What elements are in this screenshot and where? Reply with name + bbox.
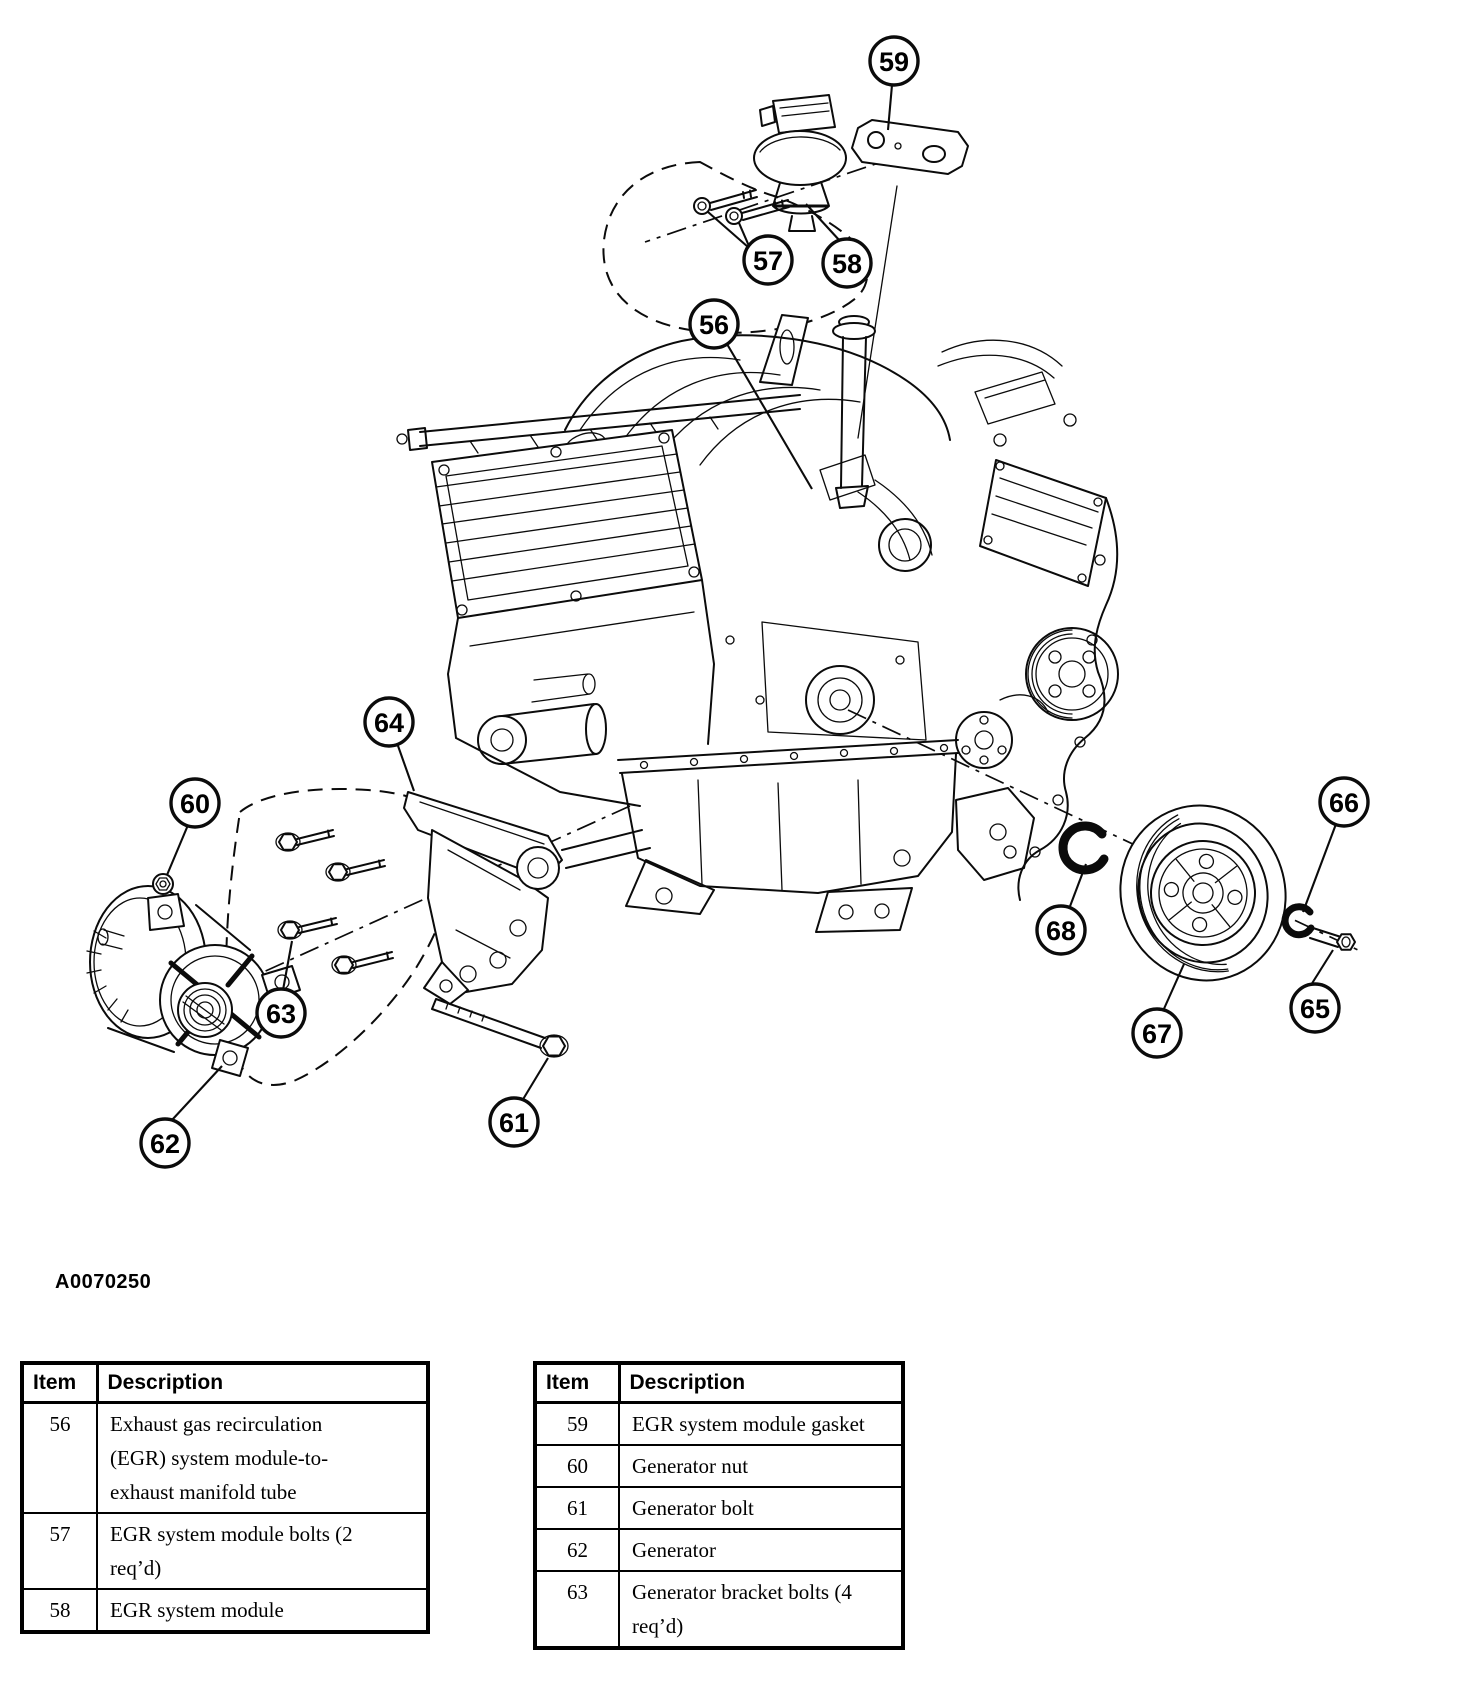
item-number: 57 — [22, 1513, 97, 1589]
callout-number: 58 — [831, 249, 863, 279]
table-header-row — [535, 1363, 903, 1403]
callout-66 — [1303, 778, 1368, 912]
item-description: Generator bracket bolts (4 req’d) — [619, 1571, 903, 1648]
callout-61 — [490, 1058, 548, 1146]
callout-number: 65 — [1299, 994, 1331, 1024]
generator-bracket-bolts-drawing — [276, 830, 393, 974]
washer-68-drawing — [1063, 826, 1104, 870]
table-row — [535, 1487, 903, 1529]
egr-gasket-drawing — [852, 120, 968, 174]
bolt-dot — [1095, 555, 1105, 565]
callout-57 — [708, 212, 792, 284]
callout-59 — [870, 37, 918, 130]
right-valve-cover-drawing — [980, 460, 1106, 586]
throttle-body-drawing — [820, 455, 932, 571]
callout-number: 68 — [1045, 916, 1077, 946]
item-number: 59 — [535, 1403, 619, 1446]
callout-67 — [1133, 964, 1184, 1057]
callout-number: 59 — [878, 47, 910, 77]
egr-tube-drawing — [833, 186, 897, 508]
item-number: 63 — [535, 1571, 619, 1648]
egr-module-drawing — [754, 95, 846, 231]
table-row — [535, 1403, 903, 1446]
item-description: Generator — [619, 1529, 903, 1571]
item-description: EGR system module bolts (2 req’d) — [97, 1513, 428, 1589]
callout-number: 63 — [265, 999, 297, 1029]
table-row — [535, 1529, 903, 1571]
generator-nut-drawing — [153, 874, 173, 894]
leader-line — [1311, 950, 1333, 985]
engine-mount-drawing — [626, 788, 1034, 932]
callout-number: 61 — [498, 1108, 530, 1138]
callout-65 — [1291, 950, 1339, 1032]
leader-line — [172, 1066, 222, 1120]
item-description: EGR system module — [97, 1589, 428, 1632]
item-description: EGR system module gasket — [619, 1403, 903, 1446]
item-description: Generator bolt — [619, 1487, 903, 1529]
starter-drawing — [478, 674, 606, 764]
figure-code: A0070250 — [55, 1271, 152, 1293]
leader-line — [1303, 824, 1336, 912]
table-row — [22, 1403, 428, 1514]
callout-number: 57 — [752, 246, 784, 276]
table-header-row — [22, 1363, 428, 1403]
item-description: Exhaust gas recirculation (EGR) system module-to-exhaust manifold tube — [97, 1403, 428, 1514]
callout-60 — [167, 779, 219, 875]
strap-bracket-drawing — [760, 315, 808, 385]
washer-66-drawing — [1285, 907, 1311, 935]
callouts — [141, 37, 1368, 1167]
col-header-description: Description — [97, 1363, 428, 1403]
generator-bolt-drawing — [432, 999, 568, 1057]
parts-table-right — [533, 1361, 905, 1650]
item-description: Generator nut — [619, 1445, 903, 1487]
water-pump-drawing — [956, 695, 1048, 768]
item-number: 62 — [535, 1529, 619, 1571]
leader-line — [397, 743, 414, 791]
engine-block-drawing — [448, 580, 926, 806]
crank-pulley-drawing — [1098, 784, 1308, 1002]
crank-pulley-assembly-drawing — [848, 710, 1358, 1002]
callout-62 — [141, 1066, 222, 1167]
callout-58 — [806, 204, 871, 287]
leader-line — [522, 1058, 548, 1101]
callout-number: 66 — [1328, 788, 1360, 818]
left-valve-cover-drawing — [432, 430, 702, 618]
rear-crank-seal-drawing — [806, 666, 874, 734]
callout-64 — [365, 698, 414, 791]
col-header-item: Item — [22, 1363, 97, 1403]
callout-number: 67 — [1141, 1019, 1173, 1049]
callout-number: 56 — [698, 310, 730, 340]
table-row — [22, 1589, 428, 1632]
leader-line — [167, 825, 188, 875]
upper-right-details-drawing — [938, 340, 1076, 446]
bolt-dot — [1053, 795, 1063, 805]
callout-number: 62 — [149, 1129, 181, 1159]
generator-assembly-drawing — [87, 789, 650, 1085]
col-header-item: Item — [535, 1363, 619, 1403]
generator-bracket-drawing — [404, 792, 650, 1004]
col-header-description: Description — [619, 1363, 903, 1403]
item-number: 56 — [22, 1403, 97, 1514]
item-number: 60 — [535, 1445, 619, 1487]
item-number: 58 — [22, 1589, 97, 1632]
callout-number: 60 — [179, 789, 211, 819]
item-number: 61 — [535, 1487, 619, 1529]
table-row — [535, 1571, 903, 1648]
table-row — [535, 1445, 903, 1487]
table-row — [22, 1513, 428, 1589]
callout-number: 64 — [373, 708, 405, 738]
generator-drawing — [87, 886, 300, 1076]
parts-table-left — [20, 1361, 430, 1634]
callout-68 — [1037, 864, 1086, 954]
